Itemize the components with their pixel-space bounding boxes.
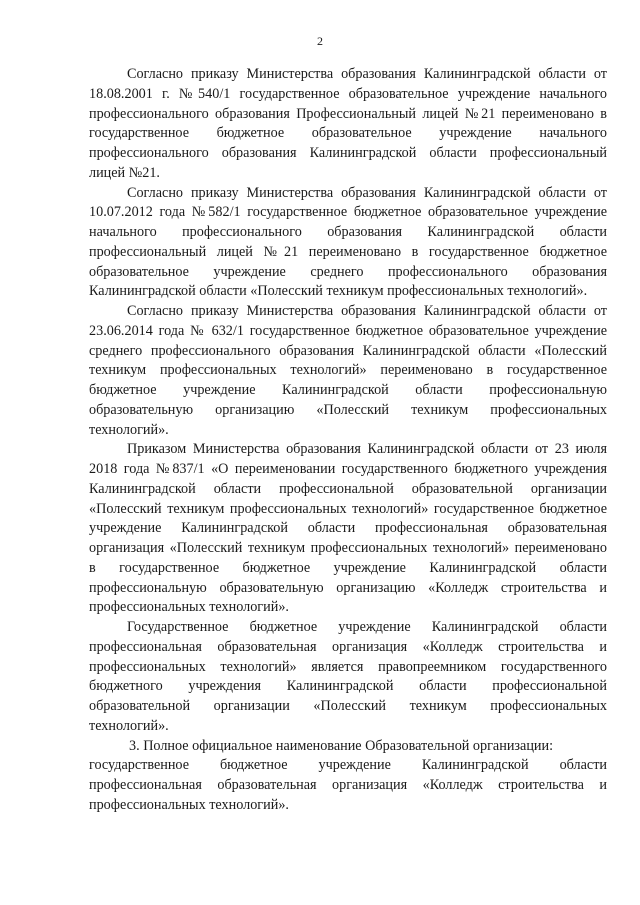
section-3-text: государственное бюджетное учреждение Калининградской области профессиональная образовательная организация «Колледж строительства и профессиональных технологий». (89, 757, 607, 813)
document-body (89, 65, 607, 816)
paragraph-renaming-2012: Согласно приказу Министерства образования Калининградской области от 10.07.2012 года №582/1 государственное бюджетное образовательное учреждение начального профессионального образования Калининградской области профессиональный лицей №21 переименовано в государственное бюджетное образовательное учреждение среднего профессионального образования Калининградской области «Полесский техникум профессиональных технологий». (89, 184, 607, 300)
paragraph-renaming-2001: Согласно приказу Министерства образования Калининградской области от 18.08.2001 г. №540/1 государственное образовательное учреждение начального профессионального образования Профессиональный лицей №21 переименовано в государственное бюджетное образовательное учреждение начального профессионального образования Калининградской области профессиональный лицей №21. (89, 66, 607, 181)
paragraph-legal-successor: Государственное бюджетное учреждение Калининградской области профессиональная образовательная организация «Колледж строительства и профессиональных технологий» является правопреемником государственного бюджетного учреждения Калининградской области профессиональной образовательной организации «Полесский техникум профессиональных технологий». (89, 619, 607, 734)
page-number: 2 (317, 34, 323, 48)
section-3-full-name (89, 737, 607, 816)
section-3-heading: 3. Полное официальное наименование Образовательной организации: (129, 737, 554, 754)
paragraph-renaming-2014: Согласно приказу Министерства образования Калининградской области от 23.06.2014 года № 632/1 государственное бюджетное образовательное учреждение среднего профессионального образования Калининградской области «Полесский техникум профессиональных технологий» переименовано в государственное бюджетное учреждение Калининградской области профессиональную образовательную организацию «Полесский техникум профессиональных технологий». (89, 303, 607, 438)
paragraph-renaming-2018: Приказом Министерства образования Калининградской области от 23 июля 2018 года №837/1 «О переименовании государственного бюджетного учреждения Калининградской области профессиональной образовательной организации «Полесский техникум профессиональных технологий» государственное бюджетное учреждение Калининградской области профессиональная образовательная организация «Полесский техникум профессиональных технологий» переименовано в государственное бюджетное учреждение Калининградской области профессиональную образовательную организацию «Колледж строительства и профессиональных технологий». (89, 441, 607, 616)
